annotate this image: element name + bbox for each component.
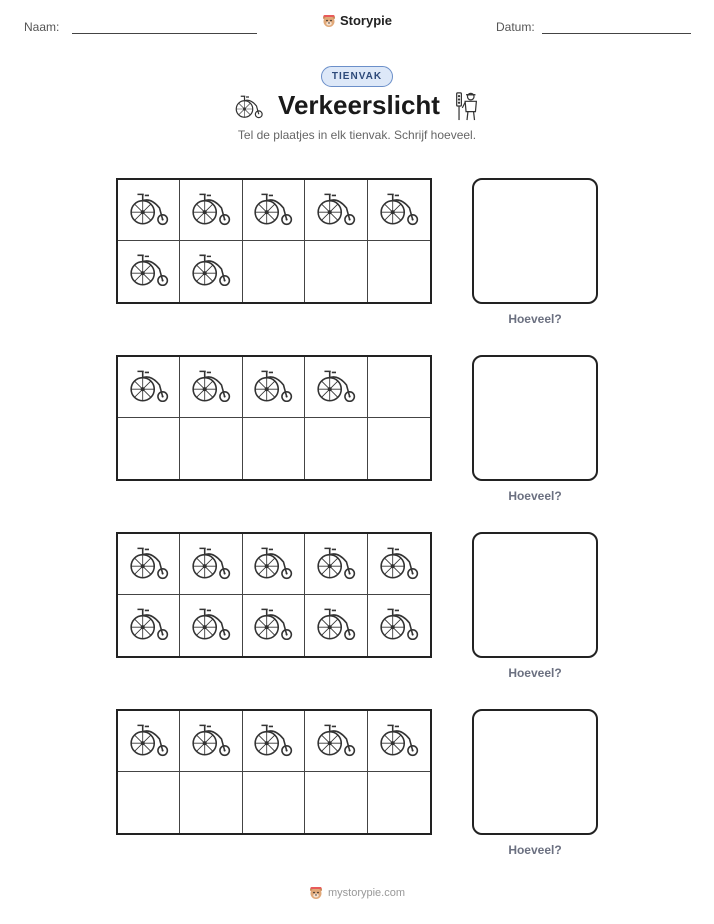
ten-frame-cell bbox=[118, 772, 180, 833]
worksheet-title: Verkeerslicht bbox=[278, 90, 440, 120]
penny-farthing-bicycle-icon bbox=[234, 92, 264, 120]
ten-frame-cell bbox=[305, 711, 367, 772]
ten-frame-cell bbox=[180, 534, 242, 595]
penny-farthing-bicycle-icon bbox=[252, 188, 294, 233]
answer-label-1: Hoeveel? bbox=[508, 312, 562, 326]
ten-frame-cell bbox=[243, 241, 305, 302]
brand-name: Storypie bbox=[339, 13, 392, 28]
penny-farthing-bicycle-icon bbox=[128, 249, 170, 294]
penny-farthing-bicycle-icon bbox=[378, 542, 420, 587]
penny-farthing-bicycle-icon bbox=[315, 719, 357, 764]
ten-frame-cell bbox=[118, 534, 180, 595]
penny-farthing-bicycle-icon bbox=[128, 188, 170, 233]
penny-farthing-bicycle-icon bbox=[252, 542, 294, 587]
penny-farthing-bicycle-icon bbox=[252, 603, 294, 648]
ten-frame-1 bbox=[116, 178, 432, 304]
ten-frame-cell bbox=[180, 711, 242, 772]
footer bbox=[0, 886, 714, 905]
worksheet-type-badge: TIENVAK bbox=[321, 66, 393, 87]
penny-farthing-bicycle-icon bbox=[190, 603, 232, 648]
ten-frame-cell bbox=[180, 241, 242, 302]
ten-frame-cell bbox=[180, 418, 242, 479]
answer-box-3[interactable] bbox=[472, 532, 598, 658]
penny-farthing-bicycle-icon bbox=[190, 542, 232, 587]
answer-label-3: Hoeveel? bbox=[508, 666, 562, 680]
ten-frame-cell bbox=[118, 418, 180, 479]
ten-frame-cell bbox=[180, 180, 242, 241]
penny-farthing-bicycle-icon bbox=[315, 365, 357, 410]
ten-frame-cell bbox=[243, 772, 305, 833]
penny-farthing-bicycle-icon bbox=[378, 719, 420, 764]
ten-frame-cell bbox=[305, 534, 367, 595]
date-line[interactable] bbox=[542, 33, 691, 34]
ten-frame-cell bbox=[305, 241, 367, 302]
penny-farthing-bicycle-icon bbox=[128, 719, 170, 764]
penny-farthing-bicycle-icon bbox=[252, 719, 294, 764]
penny-farthing-bicycle-icon bbox=[128, 542, 170, 587]
ten-frame-cell bbox=[305, 772, 367, 833]
ten-frame-cell bbox=[368, 357, 430, 418]
ten-frame-cell bbox=[243, 357, 305, 418]
ten-frame-cell bbox=[368, 180, 430, 241]
ten-frame-cell bbox=[118, 595, 180, 656]
ten-frame-cell bbox=[118, 180, 180, 241]
penny-farthing-bicycle-icon bbox=[315, 188, 357, 233]
penny-farthing-bicycle-icon bbox=[128, 365, 170, 410]
penny-farthing-bicycle-icon bbox=[190, 188, 232, 233]
ten-frame-4 bbox=[116, 709, 432, 835]
footer-url: mystorypie.com bbox=[327, 887, 406, 899]
answer-box-2[interactable] bbox=[472, 355, 598, 481]
name-label: Naam: bbox=[24, 20, 60, 34]
penny-farthing-bicycle-icon bbox=[190, 719, 232, 764]
ten-frame-cell bbox=[118, 241, 180, 302]
ten-frame-cell bbox=[368, 711, 430, 772]
traffic-officer-icon bbox=[454, 91, 480, 121]
ten-frame-cell bbox=[305, 180, 367, 241]
worksheet-instructions: Tel de plaatjes in elk tienvak. Schrijf hoeveel. bbox=[237, 128, 477, 142]
penny-farthing-bicycle-icon bbox=[190, 365, 232, 410]
ten-frame-3 bbox=[116, 532, 432, 658]
answer-box-4[interactable] bbox=[472, 709, 598, 835]
ten-frame-cell bbox=[305, 357, 367, 418]
ten-frame-cell bbox=[118, 711, 180, 772]
ten-frame-cell bbox=[305, 418, 367, 479]
penny-farthing-bicycle-icon bbox=[128, 603, 170, 648]
penny-farthing-bicycle-icon bbox=[378, 188, 420, 233]
bear-logo-icon bbox=[322, 14, 336, 28]
answer-box-1[interactable] bbox=[472, 178, 598, 304]
penny-farthing-bicycle-icon bbox=[190, 249, 232, 294]
ten-frame-cell bbox=[243, 534, 305, 595]
date-label: Datum: bbox=[496, 20, 535, 34]
answer-label-4: Hoeveel? bbox=[508, 843, 562, 857]
answer-label-2: Hoeveel? bbox=[508, 489, 562, 503]
penny-farthing-bicycle-icon bbox=[378, 603, 420, 648]
name-line[interactable] bbox=[72, 33, 257, 34]
ten-frame-cell bbox=[180, 595, 242, 656]
penny-farthing-bicycle-icon bbox=[315, 603, 357, 648]
ten-frame-cell bbox=[180, 357, 242, 418]
brand bbox=[0, 13, 714, 33]
ten-frame-cell bbox=[368, 772, 430, 833]
ten-frame-cell bbox=[243, 711, 305, 772]
ten-frame-cell bbox=[305, 595, 367, 656]
penny-farthing-bicycle-icon bbox=[315, 542, 357, 587]
ten-frame-cell bbox=[243, 180, 305, 241]
ten-frame-cell bbox=[368, 241, 430, 302]
ten-frame-cell bbox=[368, 418, 430, 479]
penny-farthing-bicycle-icon bbox=[252, 365, 294, 410]
ten-frame-cell bbox=[180, 772, 242, 833]
ten-frame-cell bbox=[368, 534, 430, 595]
ten-frame-cell bbox=[243, 595, 305, 656]
ten-frame-cell bbox=[368, 595, 430, 656]
ten-frame-cell bbox=[243, 418, 305, 479]
bear-logo-icon bbox=[309, 886, 323, 900]
ten-frame-2 bbox=[116, 355, 432, 481]
ten-frame-cell bbox=[118, 357, 180, 418]
